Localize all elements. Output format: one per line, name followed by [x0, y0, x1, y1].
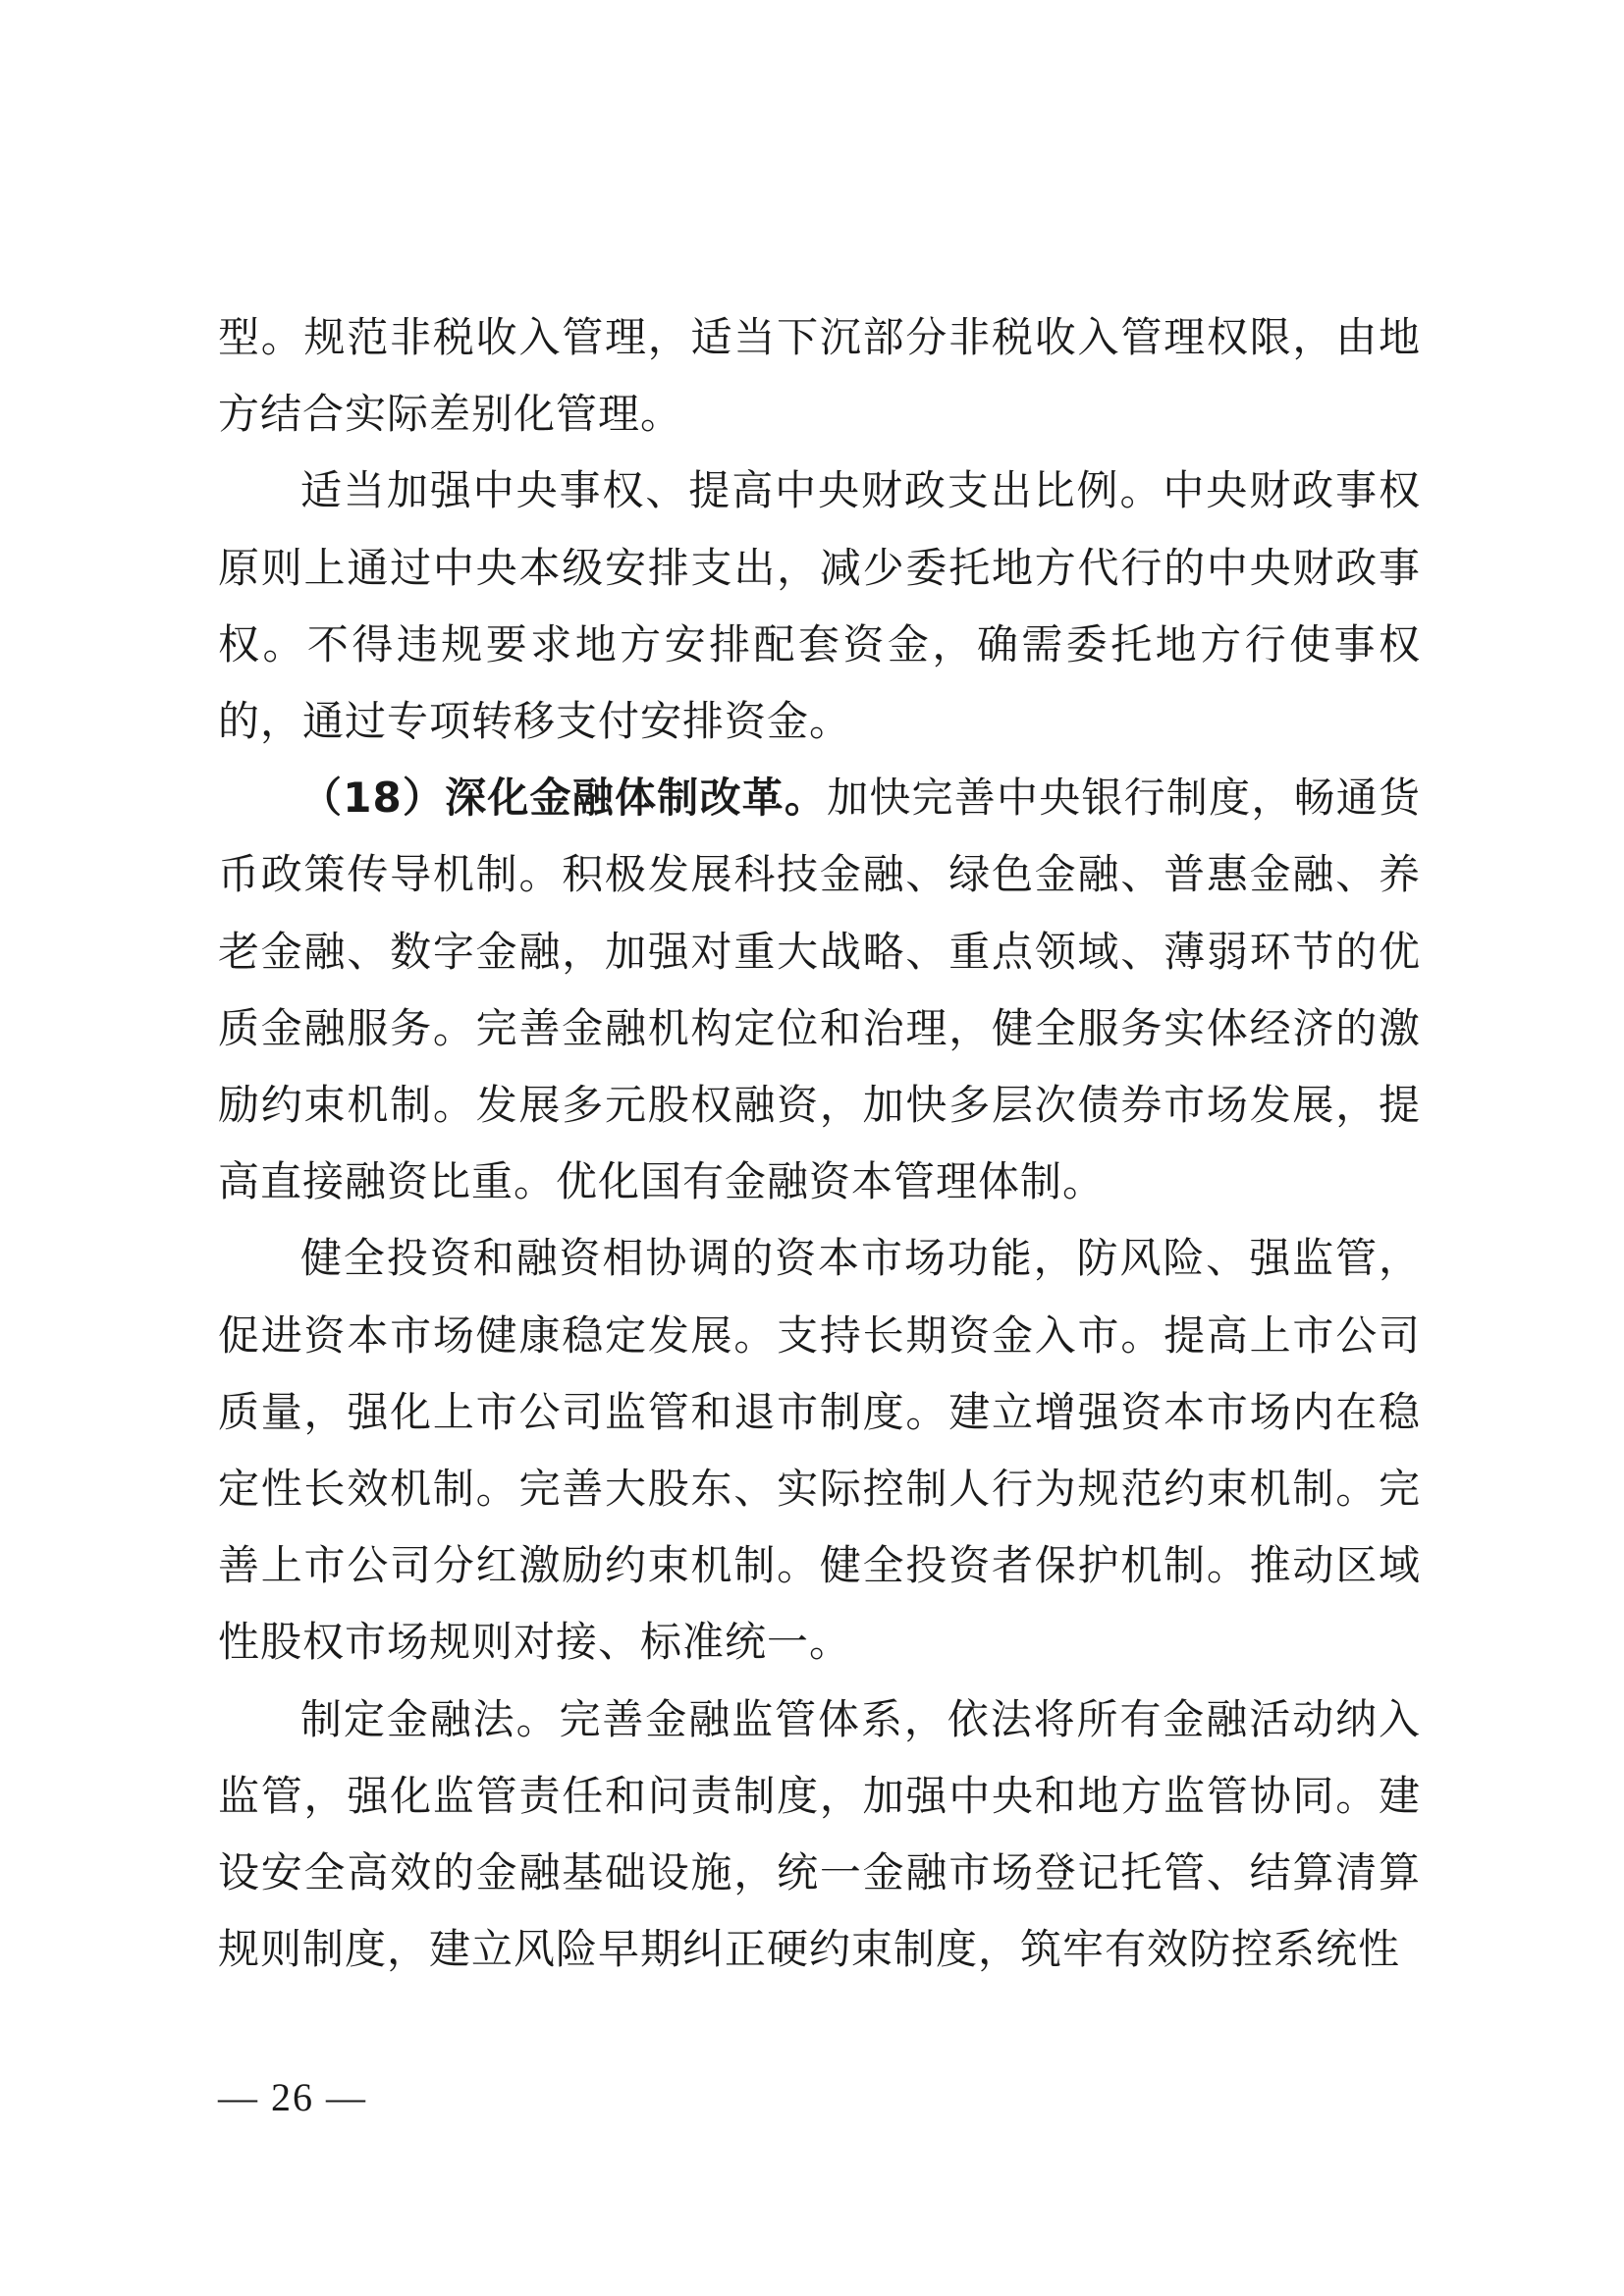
paragraph-4	[218, 1220, 1421, 1681]
section-heading: （18）深化金融体制改革。	[300, 774, 828, 823]
paragraph-text: 型。规范非税收入管理，适当下沉部分非税收入管理权限，由地方结合实际差别化管理。	[218, 313, 1421, 439]
paragraph-text: 适当加强中央事权、提高中央财政支出比例。中央财政事权原则上通过中央本级安排支出，减少委托地方代行的中央财政事权。不得违规要求地方安排配套资金，确需委托地方行使事权的，通过专项转移支付安排资金。	[218, 466, 1421, 746]
paragraph-text: 加快完善中央银行制度，畅通货币政策传导机制。积极发展科技金融、绿色金融、普惠金融、养老金融、数字金融，加强对重大战略、重点领域、薄弱环节的优质金融服务。完善金融机构定位和治理，健全服务实体经济的激励约束机制。发展多元股权融资，加快多层次债券市场发展，提高直接融资比重。优化国有金融资本管理体制。	[218, 774, 1421, 1206]
paragraph-3	[218, 760, 1421, 1220]
page-number: — 26 —	[218, 2075, 367, 2119]
paragraph-text: 健全投资和融资相协调的资本市场功能，防风险、强监管，促进资本市场健康稳定发展。支持长期资金入市。提高上市公司质量，强化上市公司监管和退市制度。建立增强资本市场内在稳定性长效机制。完善大股东、实际控制人行为规范约束机制。完善上市公司分红激励约束机制。健全投资者保护机制。推动区域性股权市场规则对接、标准统一。	[218, 1234, 1421, 1667]
paragraph-text: 制定金融法。完善金融监管体系，依法将所有金融活动纳入监管，强化监管责任和问责制度，加强中央和地方监管协同。建设安全高效的金融基础设施，统一金融市场登记托管、结算清算规则制度，建立风险早期纠正硬约束制度，筑牢有效防控系统性	[218, 1694, 1421, 1974]
paragraph-1	[218, 299, 1421, 453]
paragraph-2	[218, 453, 1421, 760]
paragraph-5	[218, 1682, 1421, 1989]
document-body	[218, 299, 1421, 1988]
